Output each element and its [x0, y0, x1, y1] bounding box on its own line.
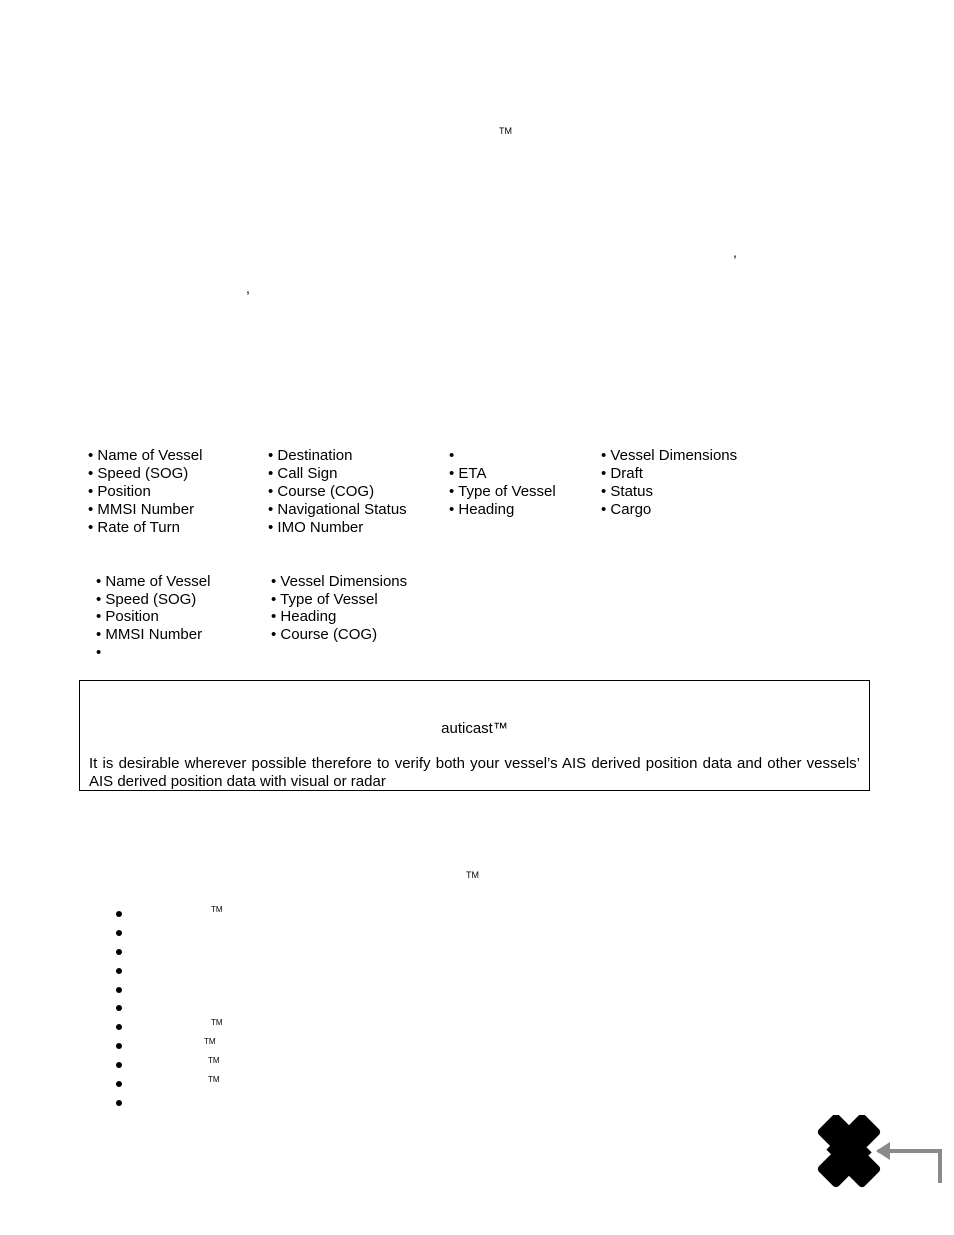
list-item: • Call Sign: [268, 465, 338, 482]
comma-mark: ,: [246, 280, 250, 296]
trademark-mark: TM: [208, 1056, 220, 1066]
list-item: [114, 1018, 254, 1037]
feature-bullet-list: [114, 905, 254, 1113]
note-body: It is desirable wherever possible therefore to verify both your vessel’s AIS derived position data and other vessels’ AIS derived position data with visual or radar: [89, 755, 860, 790]
list-item: [114, 1056, 254, 1075]
trademark-mark: TM: [211, 905, 223, 914]
secondary-column-2: [271, 573, 407, 644]
data-column-1: [88, 447, 202, 537]
trademark-mark: TM: [208, 1075, 220, 1085]
comma-mark: ,: [733, 244, 737, 260]
bullet-icon: [116, 987, 122, 993]
list-item: • Type of Vessel: [449, 483, 556, 500]
list-item: • Draft: [601, 465, 643, 482]
trademark-mark: TM: [499, 126, 512, 136]
list-item: [114, 981, 254, 1000]
data-column-4: [601, 447, 737, 519]
secondary-column-1: [96, 573, 210, 662]
list-item: • Heading: [449, 501, 515, 518]
bullet-icon: [116, 1100, 122, 1106]
list-item: •: [96, 643, 102, 661]
list-item: [114, 905, 254, 924]
list-item: • Name of Vessel: [96, 573, 211, 590]
bullet-icon: [116, 1062, 122, 1068]
list-item: • Speed (SOG): [88, 465, 189, 482]
list-item: • Position: [96, 608, 159, 626]
list-item: • Destination: [268, 447, 353, 464]
list-item: • Course (COG): [271, 626, 378, 644]
list-item: • Heading: [271, 608, 337, 626]
list-item: • Navigational Status: [268, 501, 407, 518]
list-item: • ETA: [449, 465, 487, 482]
list-item: • Vessel Dimensions: [601, 447, 738, 464]
bullet-icon: [116, 949, 122, 955]
bullet-icon: [116, 930, 122, 936]
list-item: • Name of Vessel: [88, 447, 203, 464]
trademark-mark: TM: [466, 870, 479, 880]
list-item: [114, 962, 254, 981]
list-item: • Speed (SOG): [96, 590, 197, 608]
bullet-icon: [116, 1024, 122, 1030]
list-item: [114, 943, 254, 962]
list-item: • Type of Vessel: [271, 590, 378, 608]
list-item: • Rate of Turn: [88, 519, 180, 536]
x-cross-with-arrow-logo-icon: [810, 1115, 944, 1189]
bullet-icon: [116, 1005, 122, 1011]
list-item: [114, 1037, 254, 1056]
bullet-icon: [116, 911, 122, 917]
bullet-icon: [116, 1081, 122, 1087]
bullet-icon: [116, 1043, 122, 1049]
list-item: • IMO Number: [268, 519, 364, 536]
list-item: • Cargo: [601, 501, 652, 518]
bullet-icon: [116, 968, 122, 974]
list-item: • MMSI Number: [88, 501, 195, 518]
list-item: • Status: [601, 483, 653, 500]
list-item: • MMSI Number: [96, 626, 203, 644]
list-item: [114, 1075, 254, 1094]
list-item: • Vessel Dimensions: [271, 573, 408, 590]
list-item: [114, 999, 254, 1018]
list-item: • Course (COG): [268, 483, 375, 500]
list-item: [114, 1094, 254, 1113]
warning-note-box: [79, 680, 870, 791]
trademark-mark: TM: [204, 1037, 216, 1047]
list-item: • Position: [88, 483, 151, 500]
trademark-mark: TM: [211, 1018, 223, 1028]
note-title: auticast™: [441, 720, 508, 737]
list-item: •: [449, 447, 455, 464]
data-column-2: [268, 447, 407, 537]
data-column-3: [449, 447, 556, 519]
list-item: [114, 924, 254, 943]
